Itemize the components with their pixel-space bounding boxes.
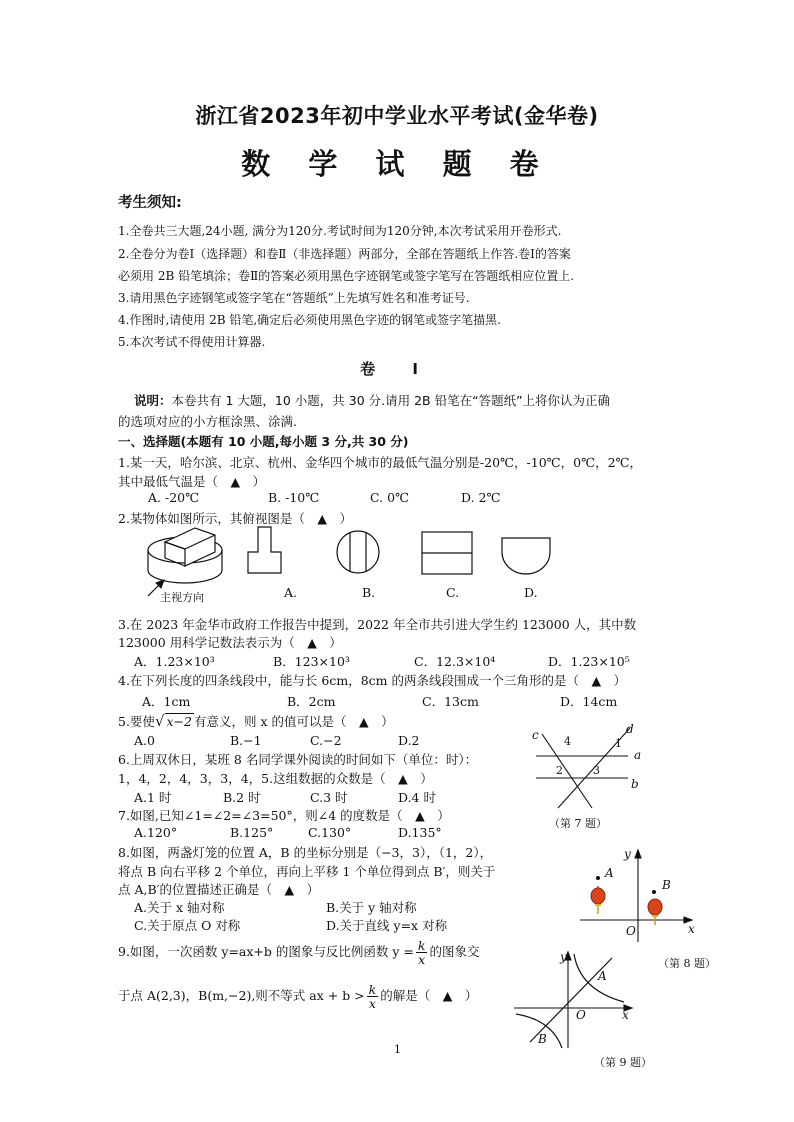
q9-label-x: x: [622, 1008, 629, 1022]
view-direction-label: 主视方向: [160, 591, 204, 604]
q2-option-a-figure: [248, 527, 281, 573]
q5-option-d: D.2: [398, 733, 420, 748]
q5-option-b: B.−1: [230, 733, 262, 748]
q1-stem: 1.某一天，哈尔滨、北京、杭州、金华四个城市的最低气温分别是-20℃，-10℃，0℃，2℃，: [118, 455, 643, 470]
q8-caption: （第 8 题）: [658, 957, 716, 970]
q8-label-x: x: [688, 922, 695, 936]
notice-heading: 考生须知:: [118, 195, 182, 211]
q9-figure: [512, 950, 642, 1050]
q9-fraction: [416, 939, 428, 966]
q3-option-b: B．123×10³: [273, 654, 350, 669]
q1-option-d: D. 2℃: [461, 490, 501, 505]
q9-post: 的图象交: [429, 944, 480, 959]
q8-label-a: A: [605, 866, 614, 880]
q9-frac-den: x: [418, 952, 426, 967]
q6-option-d: D.4 时: [398, 790, 436, 805]
q1-option-a: A. -20℃: [148, 490, 200, 505]
q9-frac2-den: x: [368, 996, 376, 1011]
q7-label-3: 3: [593, 764, 600, 777]
page-number: 1: [394, 1043, 401, 1056]
q7-caption: （第 7 题）: [549, 817, 607, 830]
q7-option-a: A.120°: [134, 825, 178, 840]
q2-stem: 2.某物体如图所示，其俯视图是（ ▲ ）: [118, 511, 353, 526]
explain-line-2: 的选项对应的小方框涂黑、涂满.: [118, 414, 297, 429]
q7-figure: [520, 722, 660, 812]
q6-option-a: A.1 时: [134, 790, 172, 805]
q9-stem-2: [118, 981, 477, 1011]
q4-option-a: A．1cm: [142, 694, 191, 709]
q6-stem-2: 1，4，2，4，3，3，4，5.这组数据的众数是（ ▲ ）: [118, 771, 433, 786]
notice-item: 1.全卷共三大题,24小题, 满分为120分.考试时间为120分钟,本次考试采用开卷形式.: [118, 224, 562, 238]
q8-stem: 8.如图，两盏灯笼的位置 A，B 的坐标分别是（−3，3），（1，2），: [118, 845, 493, 860]
q8-label-o: O: [626, 924, 636, 938]
q5-radicand: x−2: [166, 714, 192, 729]
exam-subtitle: 数 学 试 题 卷: [241, 147, 553, 181]
q2-solid-figure: [148, 528, 222, 583]
q4-stem: 4.在下列长度的四条线段中，能与长 6cm，8cm 的两条线段围成一个三角形的是（ ▲ ）: [118, 673, 627, 688]
explain-line-1: [134, 391, 610, 409]
q5-pre: 5.要使: [118, 714, 155, 729]
q2-option-b: B.: [362, 585, 376, 600]
q3-stem: 3.在 2023 年金华市政府工作报告中提到，2022 年全市共引进大学生约 123000 人，其中数: [118, 617, 637, 632]
q9-label-b: B: [538, 1032, 547, 1046]
q9-label-a: A: [598, 969, 607, 983]
q7-label-2: 2: [556, 764, 563, 777]
q8-option-b: B.关于 y 轴对称: [326, 900, 417, 915]
exam-title: 浙江省2023年初中学业水平考试(金华卷): [195, 104, 599, 128]
q9-stem: [118, 937, 479, 967]
q9-label-y: y: [560, 950, 567, 964]
notice-item: 5.本次考试不得使用计算器.: [118, 335, 266, 349]
q7-label-b: b: [631, 777, 639, 791]
q4-option-b: B．2cm: [287, 694, 336, 709]
q3-option-c: C．12.3×10⁴: [414, 654, 496, 669]
notice-item: 3.请用黑色字迹钢笔或签字笔在“答题纸”上先填写姓名和准考证号.: [118, 291, 470, 305]
q7-option-c: C.130°: [308, 825, 352, 840]
q9-line2-pre: 于点 A(2,3)，B(m,−2),则不等式 ax + b >: [118, 988, 365, 1003]
q9-line2-post: 的解是（ ▲ ）: [380, 988, 478, 1003]
notice-item: 必须用 2B 铅笔填涂；卷Ⅱ的答案必须用黑色字迹钢笔或签字笔写在答题纸相应位置上.: [118, 269, 575, 283]
q5-stem: 5.要使√ x−2 有意义，则 x 的值可以是（ ▲ ）: [118, 712, 394, 730]
q1-option-c: C. 0℃: [370, 490, 410, 505]
q5-option-c: C.−2: [310, 733, 342, 748]
q6-option-c: C.3 时: [310, 790, 348, 805]
q8-option-d: D.关于直线 y=x 对称: [326, 918, 448, 933]
q4-option-d: D．14cm: [560, 694, 618, 709]
q7-label-4: 4: [564, 735, 571, 748]
q9-pre: 9.如图，一次函数 y=ax+b 的图象与反比例函数 y =: [118, 944, 414, 959]
q8-option-c: C.关于原点 O 对称: [134, 918, 241, 933]
q5-post: 有意义，则 x 的值可以是（ ▲ ）: [193, 714, 394, 729]
q2-figures: [140, 520, 570, 610]
q2-option-c: C.: [446, 585, 460, 600]
q3-stem-2: 123000 用科学记数法表示为（ ▲ ）: [118, 635, 342, 650]
section-title: 卷 Ⅰ: [360, 360, 434, 378]
q7-label-d: d: [626, 722, 634, 736]
q4-option-c: C．13cm: [422, 694, 479, 709]
q8-stem-2: 将点 B 向右平移 2 个单位，再向上平移 1 个单位得到点 B′，则关于: [118, 864, 496, 879]
q2-option-b-figure: [337, 531, 379, 573]
q3-option-a: A．1.23×10³: [134, 654, 215, 669]
q7-stem: 7.如图,已知∠1=∠2=∠3=50°，则∠4 的度数是（ ▲ ）: [118, 808, 450, 823]
q8-stem-3: 点 A,B′的位置描述正确是（ ▲ ）: [118, 882, 320, 897]
notice-item: 2.全卷分为卷Ⅰ（选择题）和卷Ⅱ（非选择题）两部分，全部在答题纸上作答.卷Ⅰ的答案: [118, 247, 571, 261]
q7-label-1: 1: [615, 737, 622, 750]
q2-option-d: D.: [524, 585, 538, 600]
q5-option-a: A.0: [134, 733, 155, 748]
q2-option-a: A.: [284, 585, 298, 600]
q7-option-b: B.125°: [230, 825, 274, 840]
lantern-a-icon: [591, 876, 605, 914]
q7-label-c: c: [532, 728, 539, 742]
q6-stem: 6.上周双休日，某班 8 名同学课外阅读的时间如下（单位：时）：: [118, 752, 478, 767]
q8-label-b: B: [662, 878, 671, 892]
notice-item: 4.作图时,请使用 2B 铅笔,确定后必须使用黑色字迹的钢笔或签字笔描黑.: [118, 313, 501, 327]
q8-option-a: A.关于 x 轴对称: [134, 900, 225, 915]
q9-caption: （第 9 题）: [594, 1056, 652, 1069]
q9-frac2-num: k: [368, 982, 377, 997]
q7-label-a: a: [634, 748, 642, 762]
q3-option-d: D．1.23×10⁵: [548, 654, 630, 669]
q1-option-b: B. -10℃: [268, 490, 320, 505]
q7-option-d: D.135°: [398, 825, 442, 840]
q6-option-b: B.2 时: [223, 790, 261, 805]
q8-label-y: y: [624, 847, 631, 861]
q1-stem-2: 其中最低气温是（ ▲ ）: [118, 474, 266, 489]
q9-frac-num: k: [417, 938, 426, 953]
q9-label-o: O: [576, 1008, 586, 1022]
explain-text: 本卷共有 1 大题，10 小题，共 30 分.请用 2B 铅笔在“答题纸”上将你认为正确: [171, 393, 611, 408]
explain-label: 说明：: [134, 393, 172, 408]
q9-fraction-2: [367, 983, 379, 1010]
q2-option-c-figure: [422, 532, 472, 574]
q2-option-d-figure: [502, 538, 550, 574]
part-heading: 一、选择题(本题有 10 小题,每小题 3 分,共 30 分): [118, 434, 409, 449]
